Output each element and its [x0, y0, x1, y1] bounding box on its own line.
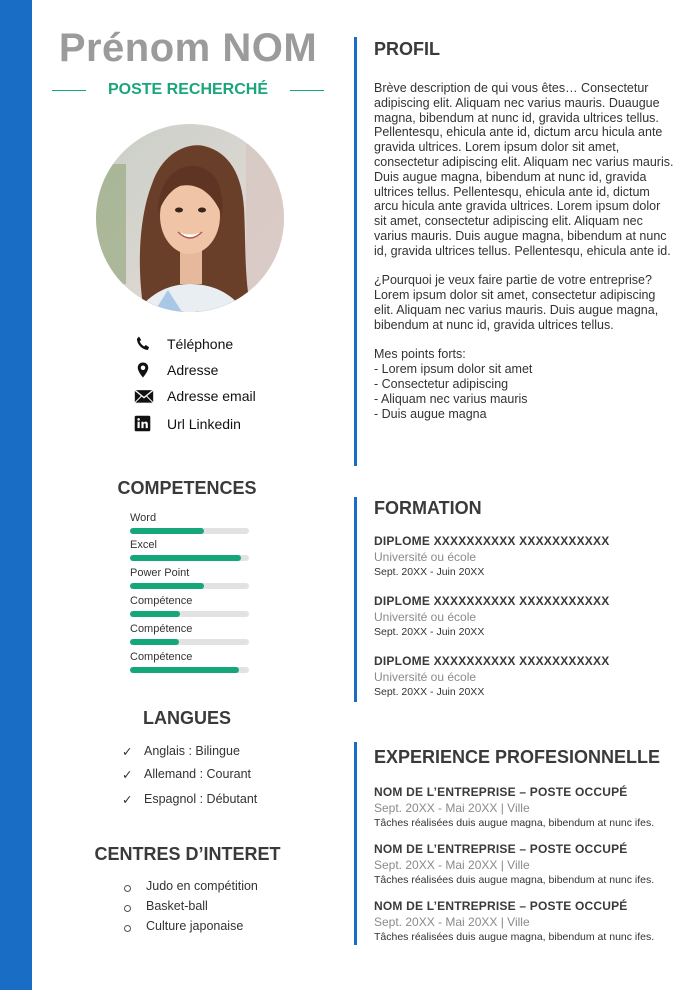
skill-bar-track	[130, 611, 249, 617]
skill-bar-track	[130, 528, 249, 534]
profile-photo	[96, 124, 284, 312]
phone-icon	[134, 335, 154, 353]
formation-entry: DIPLOME XXXXXXXXXX XXXXXXXXXXX Université ou école Sept. 20XX - Juin 20XX	[374, 534, 610, 578]
job-title-row	[52, 80, 324, 102]
formation-entry: DIPLOME XXXXXXXXXX XXXXXXXXXXX Université ou école Sept. 20XX - Juin 20XX	[374, 654, 610, 698]
skill-bar-fill	[130, 611, 180, 617]
left-accent-bar	[0, 0, 32, 990]
skill-bar-fill	[130, 583, 204, 589]
skill-bar-fill	[130, 555, 241, 561]
candidate-name: Prénom NOM	[58, 26, 318, 70]
skill-bar-track	[130, 639, 249, 645]
strength-item: - Aliquam nec varius mauris	[374, 391, 528, 406]
skill-bar-track	[130, 667, 249, 673]
experience-entry: NOM DE L’ENTREPRISE – POSTE OCCUPÉ Sept. 20XX - Mai 20XX | Ville Tâches réalisées duis augue magna, bibendum at nunc ifes.	[374, 842, 655, 886]
formation-entry: DIPLOME XXXXXXXXXX XXXXXXXXXXX Université ou école Sept. 20XX - Juin 20XX	[374, 594, 610, 638]
profil-paragraph: Brève description de qui vous êtes… Consectetur adipiscing elit. Aliquam nec varius mauris. Duaugue magna, bibendum at nunc id, gravida ultrices tellus. Pellentesqu, ehicula ante id, dictum arcu hicula ante gravida ultrices. Lorem ipsum dolor sit amet, consectetur adipiscing elit. Aliquam nec varius mauris. Duis augue magna, bibendum at nunc id, gravida ultrices tellus. Pellentesqu, ehicula ante id, dictum arcu hicula ante gravida ultrices. Lorem ipsum dolor sit amet, consectetur adipiscing elit. Aliquam nec varius mauris. Duis augue magna, bibendum at nunc id, gravida ultrices tellus. Pellentesqu, ehicula ante id.	[374, 81, 674, 258]
strength-item: - Lorem ipsum dolor sit amet	[374, 362, 533, 377]
profil-paragraph: ¿Pourquoi je veux faire partie de votre entreprise? Lorem ipsum dolor sit amet, consectetur adipiscing elit. Aliquam nec varius mauris. Duis augue magna, bibendum at nunc id, gravida ultrices tellus.	[374, 273, 659, 332]
checkmark-icon: ✓	[122, 793, 133, 807]
strength-item: - Duis augue magna	[374, 406, 487, 421]
skill-bar-fill	[130, 528, 204, 534]
strength-item: - Consectetur adipiscing	[374, 376, 509, 391]
job-title-line-right	[290, 90, 324, 91]
experience-heading: EXPERIENCE PROFESIONNELLE	[374, 747, 661, 767]
bullet-icon	[124, 905, 131, 912]
skill-bar-track	[130, 555, 249, 561]
checkmark-icon: ✓	[122, 745, 133, 759]
profil-section-bar	[354, 37, 357, 466]
job-title: POSTE RECHERCHÉ	[107, 81, 269, 98]
experience-section-bar	[354, 742, 357, 945]
formation-heading: FORMATION	[374, 498, 482, 518]
skill-bar-track	[130, 583, 249, 589]
experience-entry: NOM DE L’ENTREPRISE – POSTE OCCUPÉ Sept. 20XX - Mai 20XX | Ville Tâches réalisées duis augue magna, bibendum at nunc ifes.	[374, 785, 655, 829]
envelope-icon	[134, 387, 154, 405]
competences-heading: COMPETENCES	[117, 478, 257, 498]
experience-entry: NOM DE L’ENTREPRISE – POSTE OCCUPÉ Sept. 20XX - Mai 20XX | Ville Tâches réalisées duis augue magna, bibendum at nunc ifes.	[374, 899, 655, 943]
checkmark-icon: ✓	[122, 768, 133, 782]
interets-heading: CENTRES D’INTERET	[94, 844, 281, 864]
skill-bar-fill	[130, 639, 179, 645]
strengths-title: Mes points forts:	[374, 347, 466, 362]
language-item: ✓ Allemand : Courant	[122, 767, 252, 782]
location-pin-icon	[134, 361, 154, 379]
bullet-icon	[124, 925, 131, 932]
langues-heading: LANGUES	[142, 708, 231, 728]
bullet-icon	[124, 885, 131, 892]
profil-text	[374, 81, 674, 421]
formation-section-bar	[354, 497, 357, 702]
language-item: ✓ Anglais : Bilingue	[122, 744, 240, 759]
profil-heading: PROFIL	[374, 39, 440, 59]
language-item: ✓ Espagnol : Débutant	[122, 792, 258, 807]
skill-bar-fill	[130, 667, 239, 673]
linkedin-icon	[134, 415, 154, 433]
